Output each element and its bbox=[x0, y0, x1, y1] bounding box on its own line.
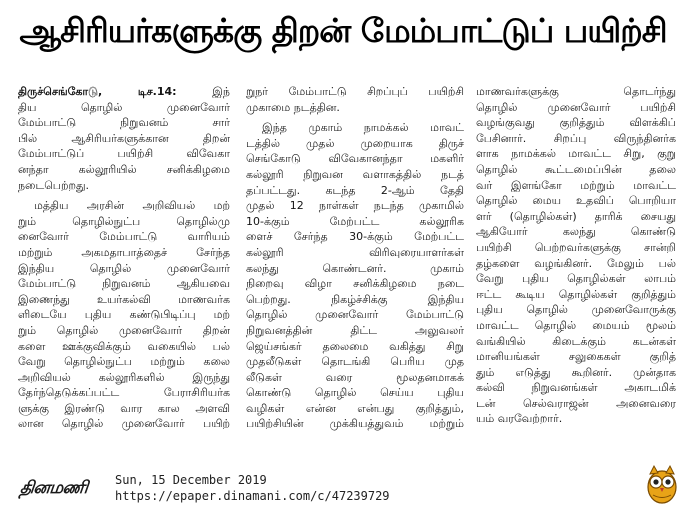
article-line: மேம்பாட்டு நிறுவனம் ஆகியவை bbox=[18, 277, 230, 291]
article-line: கல்லூரி விரிவுரையாளர்கள் bbox=[246, 245, 464, 259]
article-line: நிறுவனத்தின் திட்ட அலுவலர் bbox=[246, 323, 464, 337]
article-line: மாணவர்களுக்கு தொடர்ந்து bbox=[476, 85, 676, 98]
article-line: வேறு புதிய தொழில்கள் லாபம் bbox=[476, 272, 676, 286]
article-column-1 bbox=[18, 84, 230, 468]
article-line: ளாக நாமக்கல் மாவட்ட சிறு, குறு bbox=[476, 147, 676, 161]
article-line: செங்கோடு விவேகானந்தா மகளிர் bbox=[246, 152, 464, 166]
clipping-footer bbox=[0, 470, 686, 508]
article-line: மேம்பாட்டுப் பயிற்சி விவேகா bbox=[18, 147, 230, 161]
article-line: கலந்து கொண்டனர். முகாம் bbox=[246, 261, 464, 275]
article-line: டன் செல்வராஜன் அனைவரை bbox=[476, 396, 676, 410]
article-headline: ஆசிரியர்களுக்கு திறன் மேம்பாட்டுப் பயிற்சி bbox=[19, 11, 667, 50]
article-line: வழிகள் என்ன என்பது குறித்தும், bbox=[246, 401, 464, 415]
article-line: தொழில் கூட்டமைப்பின் தலை bbox=[476, 162, 676, 176]
article-line: நிறைவு விழா சனிக்கிழமை நடை bbox=[246, 277, 464, 291]
article-line: மற்றும் அகமதாபாத்தைச் சேர்ந்த bbox=[18, 245, 230, 259]
article-line: தொழில் முனைவோர் பயிற்சி bbox=[476, 100, 676, 114]
article-line: மாவட்ட தொழில் மையம் மூலம் bbox=[476, 318, 676, 332]
article-line: வேறு தொழில்நுட்ப மற்றும் கலை bbox=[18, 355, 230, 369]
article-line: ஈட்ட கூடிய தொழில்கள் குறித்தும் bbox=[476, 287, 676, 301]
article-line: புதிய தொழில் முனைவோருக்கு bbox=[476, 303, 676, 317]
article-line: னந்தா கல்லூரியில் சனிக்கிழமை bbox=[18, 162, 230, 176]
article-line: நடைபெற்றது. bbox=[18, 178, 89, 192]
article-line: ளிடையே புதிய கண்டுபிடிப்பு மற் bbox=[18, 308, 230, 322]
article-line: தும் எடுத்து கூறினர். முன்தாக bbox=[476, 365, 676, 379]
article-line: திருச்செங்கோடு, டிச.14: இந் bbox=[18, 85, 230, 98]
article-line: லான தொழில் முனைவோர் பயிற் bbox=[18, 417, 230, 431]
article-line: முதலீடுகள் தொடங்கி பெரிய முத bbox=[246, 355, 464, 369]
article-line: முதல் 12 நாள்கள் நடந்த முகாமில் bbox=[246, 199, 464, 213]
article-line: இந்த முகாம் நாமக்கல் மாவட் bbox=[262, 121, 464, 135]
article-line: பயிற்சியின் முக்கியத்துவம் மற்றும் bbox=[246, 417, 464, 431]
article-line: றும் தொழில் முனைவோர் திறன் bbox=[18, 323, 230, 337]
article-line: திய தொழில் முனைவோர் bbox=[18, 100, 230, 114]
article-line: தொழில் முனைவோர் மேம்பாட்டு bbox=[246, 308, 464, 322]
publication-date: Sun, 15 December 2019 bbox=[115, 473, 267, 487]
article-line: கல்லூரி நிறுவன வளாகத்தில் நடத் bbox=[246, 167, 464, 181]
article-line: கொண்டு தொழில் செய்ய புதிய bbox=[246, 386, 464, 400]
article-line: ஆகியோர் கலந்து கொண்டு bbox=[476, 225, 676, 239]
article-line: கல்வி நிறுவனங்கள் அகாடமிக் bbox=[476, 381, 676, 395]
article-line: னைவோர் மேம்பாட்டு வாரியம் bbox=[18, 230, 230, 244]
article-line: ளர் (தொழில்கள்) தாரிக் சையது bbox=[476, 209, 676, 223]
article-line: றும் தொழில்நுட்ப தொழில்மு bbox=[18, 214, 230, 228]
article-line: டத்தில் முதல் முறையாக திருச் bbox=[246, 136, 464, 150]
article-line: மேம்பாட்டு நிறுவனம் சார் bbox=[18, 116, 230, 130]
article-line: 10-க்கும் மேற்பட்ட கல்லூரிக bbox=[246, 214, 464, 228]
article-line: பயிற்சி பெற்றவர்களுக்கு சான்றி bbox=[476, 240, 676, 254]
article-line: இணைந்து உயர்கல்வி மாணவர்க bbox=[18, 292, 230, 306]
article-line: லீடுகள் வரை மூலதனமாகக் bbox=[246, 370, 464, 384]
article-line: மானியங்கள் சலுகைகள் குறித் bbox=[476, 350, 676, 364]
article-line: ளைச் சேர்ந்த 30-க்கும் மேற்பட்ட bbox=[246, 230, 464, 244]
article-line: பில் ஆசிரியர்களுக்கான திறன் bbox=[18, 131, 230, 145]
article-column-2 bbox=[246, 84, 464, 468]
article-line: தப்பட்டது. கடந்த 2-ஆம் தேதி bbox=[246, 183, 464, 197]
epaper-link[interactable]: https://epaper.dinamani.com/c/47239729 bbox=[115, 489, 390, 503]
article-line: தொழில் மைய உதவிப் பொறியா bbox=[476, 194, 676, 208]
article-line: அறிவியல் கல்லூரிகளில் இருந்து bbox=[18, 370, 230, 384]
article-line: வழங்குவது குறித்தும் விளக்கிப் bbox=[476, 116, 676, 130]
article-line: மத்திய அரசின் அறிவியல் மற் bbox=[34, 199, 230, 213]
article-line: வங்கியில் கிடைக்கும் கடன்கள் bbox=[476, 334, 676, 348]
article-line: பேசினார். சிறப்பு விருந்தினர்க bbox=[476, 131, 676, 145]
article-line: தழ்களை வழங்கினர். மேலும் பல் bbox=[476, 256, 676, 270]
article-line: இந்திய தொழில் முனைவோர் bbox=[18, 261, 230, 275]
owl-icon bbox=[644, 462, 680, 504]
article-line: பெற்றது. நிகழ்ச்சிக்கு இந்திய bbox=[246, 292, 464, 306]
dinamani-logo: தினமணி bbox=[19, 478, 89, 498]
article-line: ளுக்கு இரண்டு வார கால அளவி bbox=[18, 401, 230, 415]
article-dateline: திருச்செங்கோடு, டிச.14: bbox=[18, 85, 213, 98]
article-line: முகாமை நடத்தின. bbox=[246, 100, 340, 114]
article-line: ஜெய்சங்கர் தலைமை வகித்து சிறு bbox=[246, 339, 464, 353]
article-line: தேர்ந்தெடுக்கப்பட்ட பேராசிரியர்க bbox=[18, 386, 230, 400]
article-line: களை ஊக்குவிக்கும் வகையில் பல் bbox=[18, 339, 230, 353]
article-column-3 bbox=[476, 84, 676, 468]
article-line: வர் இளங்கோ மற்றும் மாவட்ட bbox=[476, 178, 676, 192]
article-line: யம் வரவேற்றார். bbox=[476, 412, 563, 426]
article-line: றுநர் மேம்பாட்டு சிறப்புப் பயிற்சி bbox=[246, 85, 464, 98]
